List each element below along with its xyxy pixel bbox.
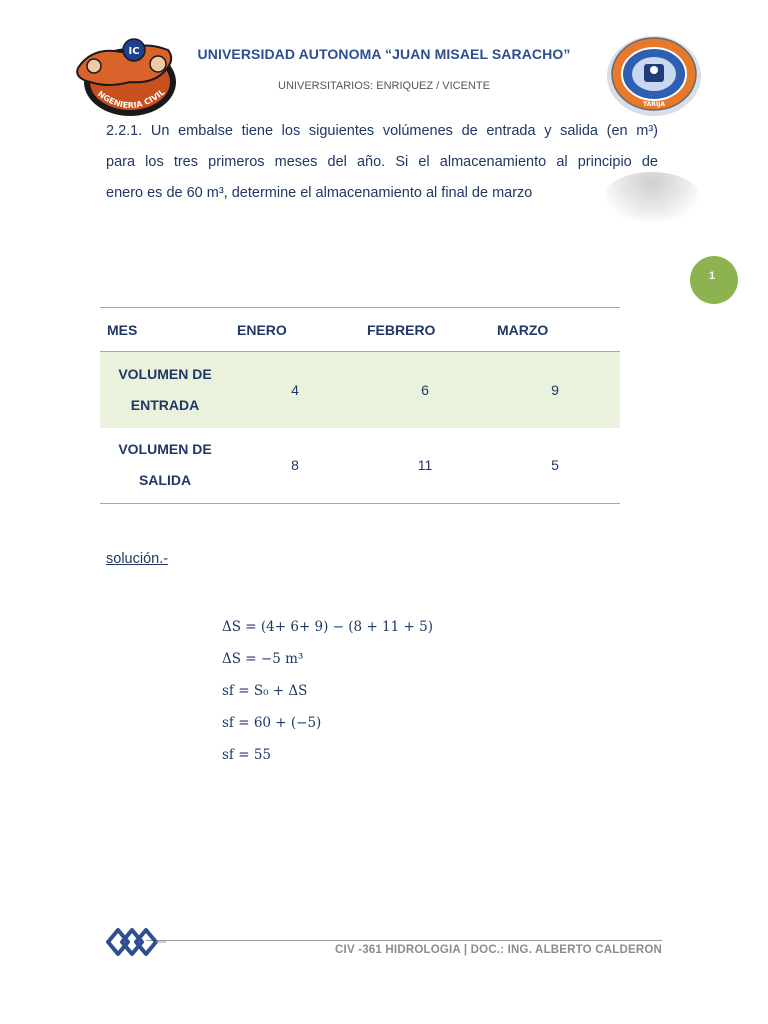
logo-initials: IC [128, 46, 140, 57]
footer-divider [146, 940, 662, 941]
row-label [100, 352, 230, 428]
table-header-cell: MES [107, 321, 138, 338]
table-cell: 11 [417, 457, 433, 474]
equation-line: sf = 60 + (−5) [222, 715, 322, 731]
table-row [100, 428, 620, 504]
row-label-line: SALIDA [138, 472, 192, 489]
problem-statement [106, 116, 658, 209]
table-cell: 5 [551, 457, 559, 474]
table-cell: 9 [551, 381, 559, 398]
row-label [100, 428, 230, 504]
table-row [100, 352, 620, 428]
problem-line: 2.2.1. Un embalse tiene los siguientes volúmenes de entrada y salida (en m³) [106, 123, 658, 139]
equation-line: sf = S₀ + ΔS [222, 683, 308, 699]
footer-chain-icon [104, 924, 166, 960]
problem-line: enero es de 60 m³, determine el almacenamiento al final de marzo [106, 185, 533, 201]
volume-table [100, 307, 620, 504]
problem-line: para los tres primeros meses del año. Si el almacenamiento al principio de [106, 154, 658, 170]
footer-course-info: CIV -361 HIDROLOGIA | DOC.: ING. ALBERTO CALDERON [335, 944, 662, 956]
students-subtitle: UNIVERSITARIOS: ENRIQUEZ / VICENTE [278, 80, 490, 92]
equation-line: ΔS = −5 m³ [222, 651, 304, 667]
equation-line: sf = 55 [222, 747, 271, 763]
row-label-line: VOLUMEN DE [118, 365, 212, 382]
solution-equations [222, 614, 433, 774]
table-header-cell: MARZO [497, 321, 549, 338]
table-cell: 6 [421, 381, 429, 398]
row-label-line: VOLUMEN DE [118, 441, 212, 458]
ingenieria-civil-logo [72, 38, 180, 118]
table-cell: 8 [291, 457, 299, 474]
table-header-cell: FEBRERO [367, 321, 436, 338]
table-header-row [100, 308, 620, 352]
row-label-line: ENTRADA [130, 396, 200, 413]
page-number-badge: 1 [690, 256, 738, 304]
solution-label: solución.- [106, 551, 169, 567]
equation-line: ΔS = (4+ 6+ 9) − (8 + 11 + 5) [222, 619, 433, 635]
logo-right-text: TARIJA [643, 101, 665, 108]
table-header-cell: ENERO [237, 321, 287, 338]
tarija-seal-logo [604, 30, 704, 118]
table-cell: 4 [291, 381, 299, 398]
logo-left-text: NGENIERIA CIVIL [95, 87, 167, 111]
university-title: UNIVERSIDAD AUTONOMA “JUAN MISAEL SARACHO” [197, 46, 571, 62]
